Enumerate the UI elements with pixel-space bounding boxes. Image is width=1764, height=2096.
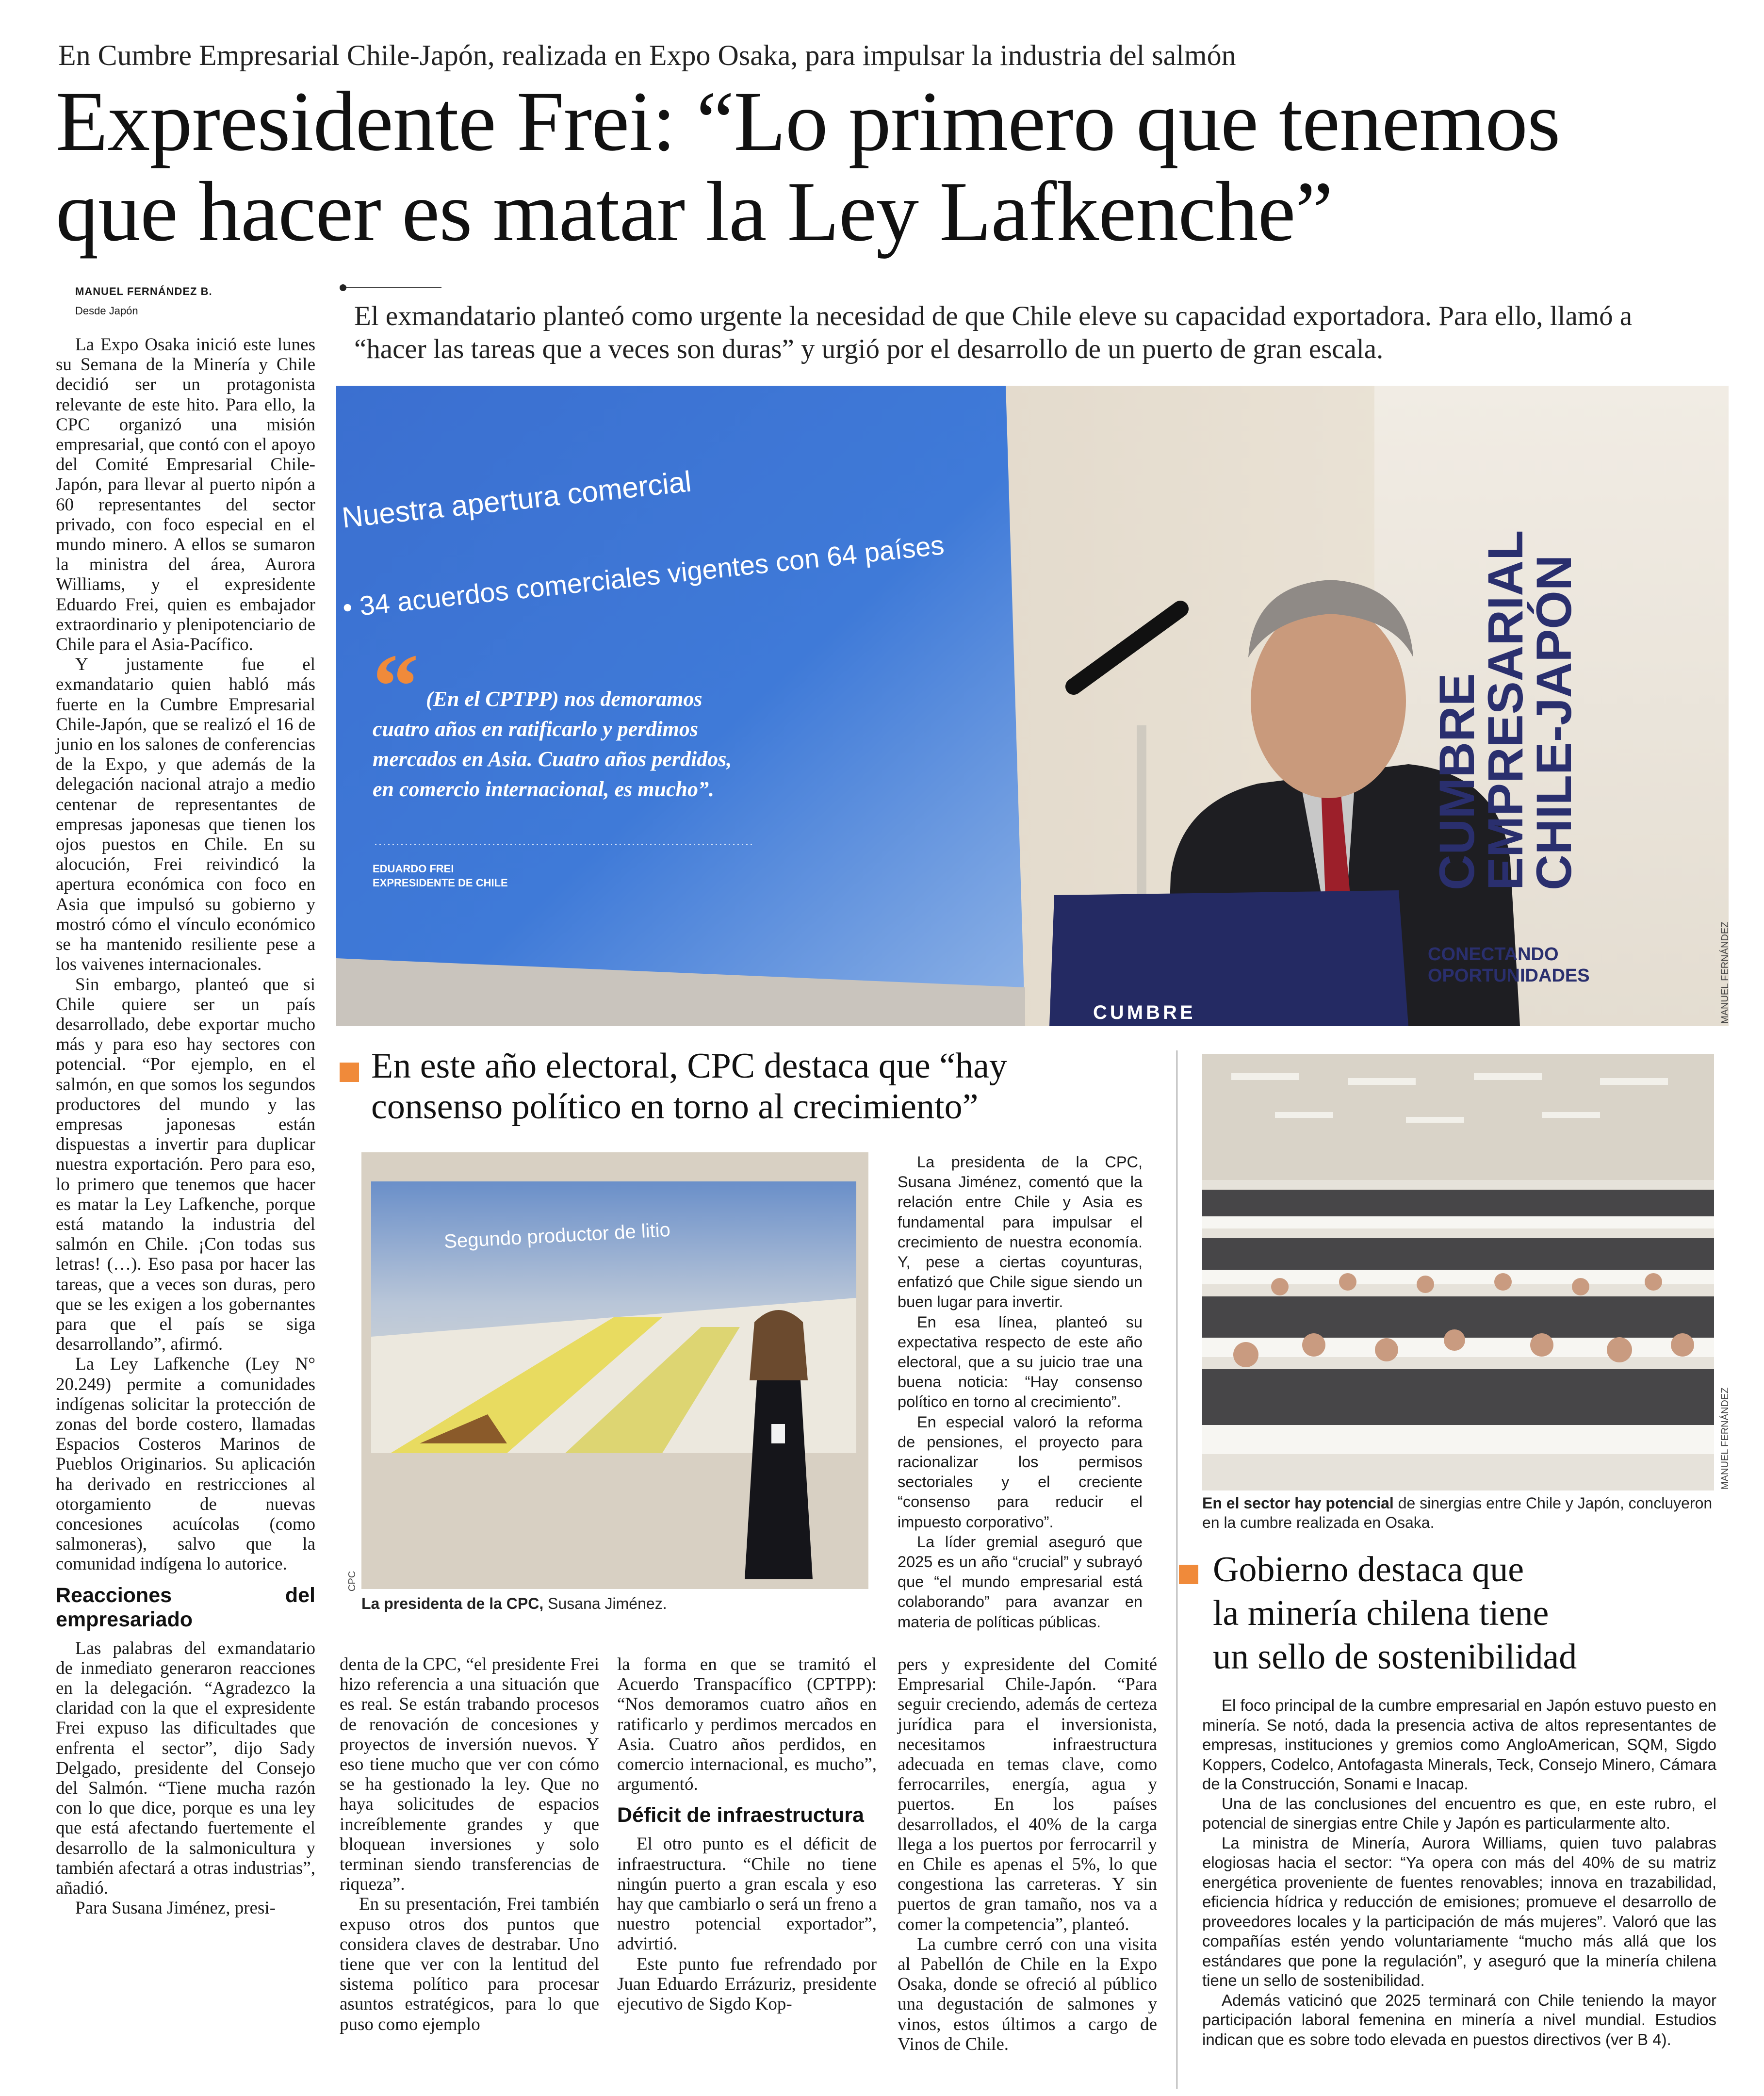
col1-paragraph: Sin embargo, planteó que si Chile quiere ser un país desarrollado, debe exportar mucho más y para eso hay sectores con potencial. “Por ejemplo, en el salmón, en que somos los segundos productores del mundo y las empresas japonesas están dispuestas a invertir para duplicar nuestra exportación. Pero para eso, lo primero que tenemos que hacer es matar la Ley Lafkenche, porque está matando la industria del salmón en Chile. ¡Con todas sus letras! (…). Eso pasa por hacer las tareas, que a veces son duras, pero que se les exigen a los gobernantes para que el país se siga desarrollando”, afirmó. (56, 974, 315, 1355)
quote-mark: “ (373, 636, 419, 737)
audience-photo-scene (1202, 1054, 1714, 1490)
quote-role: EXPRESIDENTE DE CHILE (373, 877, 508, 889)
main-photo-credit: MANUEL FERNÁNDEZ (1720, 921, 1731, 1024)
author: MANUEL FERNÁNDEZ B. (75, 285, 212, 297)
cpc-paragraph: La presidenta de la CPC, Susana Jiménez, comentó que la relación entre Chile y Asia es fundamental para impulsar el crecimiento de nuestra economía. Y, pese a ciertas coyunturas, enfatizó que Chile sigue siendo un buen lugar para invertir. (898, 1153, 1143, 1311)
quote-name: EDUARDO FREI (373, 863, 454, 875)
mineria-paragraph: Una de las conclusiones del encuentro es que, en este rubro, el potencial de sinergias entre Chile y Japón es particularmente alto. (1202, 1794, 1716, 1832)
banner-line-2: EMPRESARIAL (1478, 530, 1533, 890)
reacciones-heading: Reacciones del empresariado (56, 1583, 315, 1631)
banner-line-1: CUMBRE (1429, 673, 1485, 890)
lithium-slide-text: Segundo productor de litio (443, 1219, 671, 1253)
col2-paragraph: denta de la CPC, “el presidente Frei hizo referencia a una situación que es real. Se están trabando procesos de renovación de concesiones y proyectos de inversión nuevos. Y eso tiene mucho que ver con cómo se ha gestionado la ley. Que no haya solicitudes de espacios increíblemente grandes y que bloquean inversiones y solo terminan siendo transferencias de riqueza”. (340, 1654, 599, 1895)
cpc-paragraph: La líder gremial aseguró que 2025 es un año “crucial” y subrayó que “el mundo empresarial está colaborando” para avanzar en materia de políticas públicas. (898, 1533, 1143, 1631)
mineria-paragraph: La ministra de Minería, Aurora Williams, quien tuvo palabras elogiosas hacia el sector: “Ya opera con más del 40% de su matriz energética proveniente de fuentes renovables; innova en trazabilidad, eficiencia hídrica y reducción de emisiones; promueve el desarrollo de proveedores locales y la participación de más mujeres”. Valoró que las compañías estén yendo voluntariamente “mucho más allá que los estándares que pone la regulación”, y aseguró que la minería chilena tiene un sello de sostenibilidad. (1202, 1834, 1716, 1989)
headline-line-1: Expresidente Frei: “Lo primero que tenemos (56, 74, 1560, 169)
audience-photo (1202, 1054, 1714, 1490)
audience-photo-credit: MANUEL FERNÁNDEZ (1720, 1387, 1731, 1490)
banner-footer (1428, 944, 1590, 986)
col1-paragraph: Para Susana Jiménez, presi- (75, 1898, 276, 1918)
col1-paragraph: La Expo Osaka inició este lunes su Semana de la Minería y Chile decidió ser un protagonista relevante de este hito. Para ello, la CPC organizó una misión empresarial, que contó con el apoyo del Comité Empresarial Chile-Japón, para llevar al puerto nipón a 60 representantes del sector privado, con foco especial en el mundo minero. A ellos se sumaron la ministra del área, Aurora Williams, y el expresidente Eduardo Frei, quien es embajador extraordinario y plenipotenciario de Chile para el Asia-Pacífico. (56, 335, 315, 655)
dateline: Desde Japón (75, 305, 138, 317)
cpc-section-marker (340, 1063, 359, 1082)
mineria-body (1202, 1696, 1716, 2049)
headline-line-2: que hacer es matar la Ley Lafkenche” (56, 164, 1333, 259)
col2-paragraph: En su presentación, Frei también expuso otros dos puntos que considera claves de destrabar. Uno tiene que ver con la lentitud del sistema político para procesar asuntos estratégicos, para lo que puso como ejemplo (340, 1894, 599, 2034)
audience-caption (1202, 1493, 1716, 1532)
bajada-dot (340, 284, 346, 291)
cpc-photo (361, 1152, 868, 1589)
cpc-column (898, 1152, 1143, 1632)
speaker-face (1251, 604, 1406, 798)
audience-caption-rest: de sinergias entre Chile y Japón, concluyeron en la cumbre realizada en Osaka. (1202, 1494, 1713, 1531)
pull-quote: (En el CPTPP) nos demoramos cuatro años en ratificarlo y perdimos mercados en Asia. Cuatro años perdidos, en comercio internacional, es mucho”. (373, 687, 732, 801)
column-4 (898, 1654, 1157, 2054)
col4-paragraph: La cumbre cerró con una visita al Pabellón de Chile en la Expo Osaka, donde se ofreció al público una degustación de salmones y vinos, estos últimos a cargo de Vinos de Chile. (898, 1934, 1157, 2054)
cpc-photo-scene (361, 1152, 868, 1589)
mineria-title-line-2: la minería chilena tiene (1213, 1593, 1549, 1633)
column-divider (1176, 1050, 1177, 2089)
column-3 (617, 1654, 877, 2014)
banner-footer-2: OPORTUNIDADES (1428, 966, 1590, 986)
mineria-title-line-1: Gobierno destaca que (1213, 1550, 1524, 1589)
podium-text: CUMBRE (1093, 1002, 1196, 1023)
banner-line-3: CHILE-JAPÓN (1526, 555, 1582, 890)
col3-paragraph: Este punto fue refrendado por Juan Eduardo Errázuriz, presidente ejecutivo de Sigdo Kop- (617, 1954, 877, 2014)
audience-caption-bold: En el sector hay potencial (1202, 1494, 1394, 1512)
banner-footer-1: CONECTANDO (1428, 944, 1559, 965)
col1-paragraph: Las palabras del exmandatario de inmediato generaron reacciones en la delegación. “Agradezco la claridad con la que el expresidente Frei expuso las dificultades que enfrenta el sector”, dijo Sady Delgado, presidente del Consejo del Salmón. “Tiene mucha razón con lo que dice, porque es una ley que está afectando fuertemente el desarrollo de la salmonicultura y también afectará a otras industrias”, añadió. (56, 1638, 315, 1899)
cpc-caption-rest: Susana Jiménez. (543, 1595, 667, 1612)
banner-text (1429, 530, 1582, 890)
headline (56, 74, 1560, 259)
bajada-rule (342, 287, 441, 288)
col4-paragraph: pers y expresidente del Comité Empresarial Chile-Japón. “Para seguir creciendo, además de certeza jurídica para el inversionista, necesitamos infraestructura adecuada en temas clave, como ferrocarriles, energía, agua y puertos. En los países desarrollados, el 40% de la carga llega a los puertos por ferrocarril y en Chile es apenas el 5%, lo que congestiona las carreteras. Y sin puertos de gran tamaño, nos va a comer la competencia”, planteó. (898, 1654, 1157, 1934)
mineria-title (1213, 1548, 1722, 1679)
bajada: El exmandatario planteó como urgente la necesidad de que Chile eleve su capacidad exportadora. Para ello, llamó a “hacer las tareas que a veces son duras” y urgió por el desarrollo de un puerto de gran escala. (354, 301, 1633, 364)
kicker: En Cumbre Empresarial Chile-Japón, realizada en Expo Osaka, para impulsar la industria del salmón (58, 39, 1236, 71)
mineria-paragraph: Además vaticinó que 2025 terminará con Chile teniendo la mayor participación laboral femenina en minería a nivel mundial. Estudios indican que es sobre todo elevada en puestos directivos (ver B 4). (1202, 1991, 1716, 2048)
cpc-paragraph: En especial valoró la reforma de pensiones, el proyecto para racionalizar los permisos sectoriales y el creciente “consenso para reducir el impuesto corporativo”. (898, 1413, 1143, 1531)
col1-paragraph: Y justamente fue el exmandatario quien habló más fuerte en la Cumbre Empresarial Chile-Japón, que se realizó el 16 de junio en los salones de conferencias de la Expo, y que además de la delegación nacional atrajo a medio centenar de representantes de empresas japonesas que tienen los ojos puestos en Chile. En su alocución, Frei reivindicó la apertura económica con foco en Asia que impulsó su gobierno y mostró cómo el vínculo económico se ha mantenido resiliente pese a los vaivenes internacionales. (56, 655, 315, 975)
mineria-section-marker (1179, 1565, 1198, 1584)
cpc-caption-bold: La presidenta de la CPC, (361, 1595, 544, 1612)
column-1 (56, 335, 315, 1918)
deficit-heading: Déficit de infraestructura (617, 1803, 864, 1827)
slide-bullet: • 34 acuerdos comerciales vigentes con 64 países (341, 529, 946, 623)
slide-title: Nuestra apertura comercial (340, 465, 693, 534)
cpc-paragraph: En esa línea, planteó su expectativa respecto de este año electoral, que a su juicio trae una buena noticia: “Hay consenso político en torno al crecimiento”. (898, 1313, 1143, 1411)
cpc-caption (361, 1594, 868, 1613)
mineria-paragraph: El foco principal de la cumbre empresarial en Japón estuvo puesto en minería. Se notó, dada la presencia activa de altos representantes de empresas, instituciones y gremios como AngloAmerican, SQM, Sigdo Koppers, Codelco, Antofagasta Minerals, Teck, Consejo Minero, Cámara de la Construcción, Sonami e Inacap. (1202, 1696, 1716, 1793)
main-photo (336, 386, 1729, 1026)
col1-paragraph: La Ley Lafkenche (Ley N° 20.249) permite a comunidades indígenas solicitar la protección de zonas del borde costero, llamadas Espacios Costeros Marinos de Pueblos Originarios. Su aplicación ha derivado en restricciones al otorgamiento de nuevas concesiones acuícolas (como salmoneras), salvo que la comunidad indígena lo autorice. (56, 1354, 315, 1574)
mineria-title-line-3: un sello de sostenibilidad (1213, 1637, 1577, 1677)
col3-paragraph: El otro punto es el déficit de infraestructura. “Chile no tiene ningún puerto a gran escala y eso hay que cambiarlo o será un freno a nuestro potencial exportador”, advirtió. (617, 1834, 877, 1954)
column-2 (340, 1654, 599, 2034)
cpc-title: En este año electoral, CPC destaca que “hay consenso político en torno al crecimiento” (371, 1046, 1007, 1127)
cpc-photo-credit: CPC (347, 1571, 358, 1591)
col3-paragraph: la forma en que se tramitó el Acuerdo Transpacífico (CPTPP): “Nos demoramos cuatro años en ratificarlo y perdimos mercados en Asia. Cuatro años perdidos, en comercio internacional, es mucho”, argumentó. (617, 1654, 877, 1795)
